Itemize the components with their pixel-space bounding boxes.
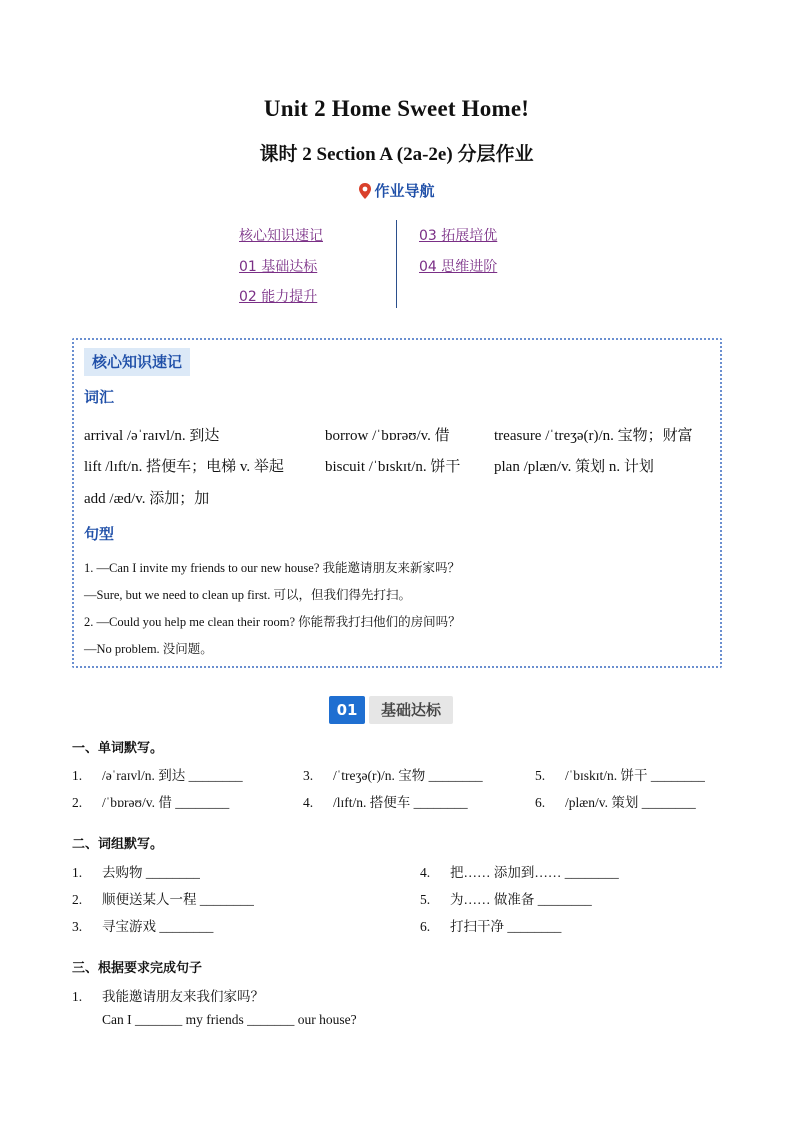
sentence-line: —No problem. 没问题。 xyxy=(84,642,213,656)
nav-divider xyxy=(396,220,397,308)
nav-link-thinking[interactable]: 04 思维进阶 xyxy=(419,259,498,275)
document-title: Unit 2 Home Sweet Home! xyxy=(263,96,530,121)
vocab-heading: 词汇 xyxy=(84,388,115,406)
nav-link-core-knowledge[interactable]: 核心知识速记 xyxy=(239,228,323,244)
nav-heading-text: 作业导航 xyxy=(374,182,435,200)
vocab-lift: lift /lɪft/n. 搭便车；电梯 v. 举起 xyxy=(84,459,284,475)
vocab-add: add /æd/v. 添加；加 xyxy=(84,491,210,507)
nav-link-extend[interactable]: 03 拓展培优 xyxy=(419,228,498,244)
vocab-biscuit: biscuit /ˈbɪskɪt/n. 饼干 xyxy=(325,459,461,475)
question-item: 5. /ˈbɪskɪt/n. 饼干 ________ xyxy=(535,768,705,783)
sentence-line: 1. —Can I invite my friends to our new house? 我能邀请朋友来新家吗？ xyxy=(84,561,460,575)
vocab-borrow: borrow /ˈbɒrəʊ/v. 借 xyxy=(325,428,450,444)
question-item: 2. 顺便送某人一程 ________ xyxy=(72,892,254,907)
question-item: 1. 我能邀请朋友来我们家吗？ xyxy=(72,989,264,1004)
question-item: 3. /ˈtreʒə(r)/n. 宝物 ________ xyxy=(303,768,483,783)
location-pin-icon xyxy=(358,183,372,199)
section-01-badge xyxy=(329,696,453,724)
question-3-heading: 三、根据要求完成句子 xyxy=(72,961,203,976)
nav-link-basic[interactable]: 01 基础达标 xyxy=(239,259,318,275)
sentence-line: —Sure, but we need to clean up first. 可以，但我们得先打扫。 xyxy=(84,588,412,602)
section-01-number: 01 xyxy=(329,696,365,724)
homework-nav-heading xyxy=(0,180,793,201)
vocab-plan: plan /plæn/v. 策划 n. 计划 xyxy=(494,459,654,475)
vocab-arrival: arrival /əˈraɪvl/n. 到达 xyxy=(84,428,220,444)
section-01-label: 基础达标 xyxy=(369,696,453,724)
answer-line: Can I _______ my friends _______ our house? xyxy=(102,1012,357,1027)
question-item: 4. 把…… 添加到…… ________ xyxy=(420,865,619,880)
document-subtitle: 课时 2 Section A (2a-2e) 分层作业 xyxy=(259,144,534,165)
question-item: 3. 寻宝游戏 ________ xyxy=(72,919,214,934)
question-item: 2. /ˈbɒrəʊ/v. 借 ________ xyxy=(72,795,230,810)
core-knowledge-title: 核心知识速记 xyxy=(84,348,190,376)
sentence-heading: 句型 xyxy=(84,525,115,543)
question-item: 6. /plæn/v. 策划 ________ xyxy=(535,795,696,810)
question-item: 4. /lɪft/n. 搭便车 ________ xyxy=(303,795,468,810)
question-1-heading: 一、单词默写。 xyxy=(72,741,164,756)
question-item: 6. 打扫干净 ________ xyxy=(420,919,562,934)
nav-link-ability[interactable]: 02 能力提升 xyxy=(239,289,318,305)
question-item: 5. 为…… 做准备 ________ xyxy=(420,892,592,907)
vocab-treasure: treasure /ˈtreʒə(r)/n. 宝物；财富 xyxy=(494,428,693,444)
question-2-heading: 二、词组默写。 xyxy=(72,837,164,852)
question-item: 1. /əˈraɪvl/n. 到达 ________ xyxy=(72,768,243,783)
question-item: 1. 去购物 ________ xyxy=(72,865,200,880)
sentence-line: 2. —Could you help me clean their room? 你能帮我打扫他们的房间吗？ xyxy=(84,615,461,629)
